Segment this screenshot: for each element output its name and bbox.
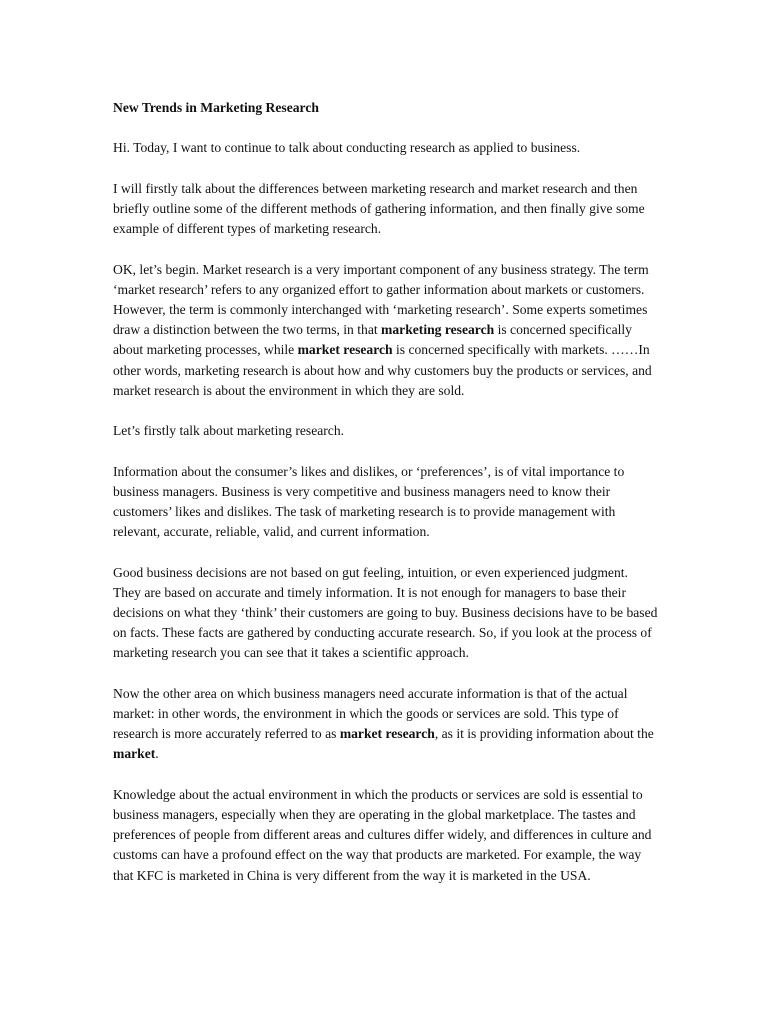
paragraph-text: OK, let’s begin. Market research is a very important component of any business strategy. The term ‘market research’ refers to any organized effort to gather information about markets or customers. However, the term is commonly interchanged with ‘marketing research’. Some experts sometimes draw a distinction between the two terms, in that bbox=[113, 261, 649, 338]
paragraph-text: is concerned specifically about marketing processes, while bbox=[113, 322, 632, 358]
paragraph-text: Now the other area on which business managers need accurate information is that of the actual market: in other words, the environment in which the goods or services are sold. This type of research is more accurately referred to as bbox=[113, 685, 628, 742]
paragraph-text: is concerned specifically with markets. ……In other words, marketing research is about how and why customers buy the products or services, and market research is about the environment in which they are sold. bbox=[113, 342, 652, 398]
paragraph-marketing-research-intro: Let’s firstly talk about marketing research. bbox=[113, 423, 345, 439]
paragraph-text: , as it is providing information about the bbox=[434, 726, 654, 742]
paragraph-intro: Hi. Today, I want to continue to talk about conducting research as applied to business. bbox=[113, 140, 581, 156]
paragraph-market-research bbox=[113, 684, 658, 765]
bold-term-market-research: market research bbox=[297, 342, 393, 358]
bold-term-marketing-research: marketing research bbox=[381, 322, 495, 338]
bold-term-market: market bbox=[113, 746, 156, 762]
paragraph-outline: I will firstly talk about the differences between marketing research and market research and then briefly outline some of the different methods of gathering information, and then finally give some example of different types of marketing research. bbox=[113, 180, 645, 237]
paragraph-preferences: Information about the consumer’s likes and dislikes, or ‘preferences’, is of vital importance to business managers. Business is very competitive and business managers need to know their customers’ likes and dislikes. The task of marketing research is to provide management with relevant, accurate, reliable, valid, and current information. bbox=[113, 463, 625, 540]
document-title: New Trends in Marketing Research bbox=[113, 100, 319, 115]
document-page bbox=[113, 98, 658, 906]
bold-term-market-research: market research bbox=[339, 726, 435, 742]
paragraph-text: . bbox=[155, 746, 159, 762]
paragraph-definitions bbox=[113, 260, 658, 401]
paragraph-global-marketplace: Knowledge about the actual environment in which the products or services are sold is essential to business managers, especially when they are operating in the global marketplace. The tastes and preferences of people from different areas and cultures differ widely, and differences in culture and customs can have a profound effect on the way that products are marketed. For example, the way that KFC is marketed in China is very different from the way it is marketed in the USA. bbox=[113, 786, 652, 883]
paragraph-decisions: Good business decisions are not based on gut feeling, intuition, or even experienced judgment. They are based on accurate and timely information. It is not enough for managers to base their decisions on what they ‘think’ their customers are going to buy. Business decisions have to be based on facts. These facts are gathered by conducting accurate research. So, if you look at the process of marketing research you can see that it takes a scientific approach. bbox=[113, 564, 658, 661]
